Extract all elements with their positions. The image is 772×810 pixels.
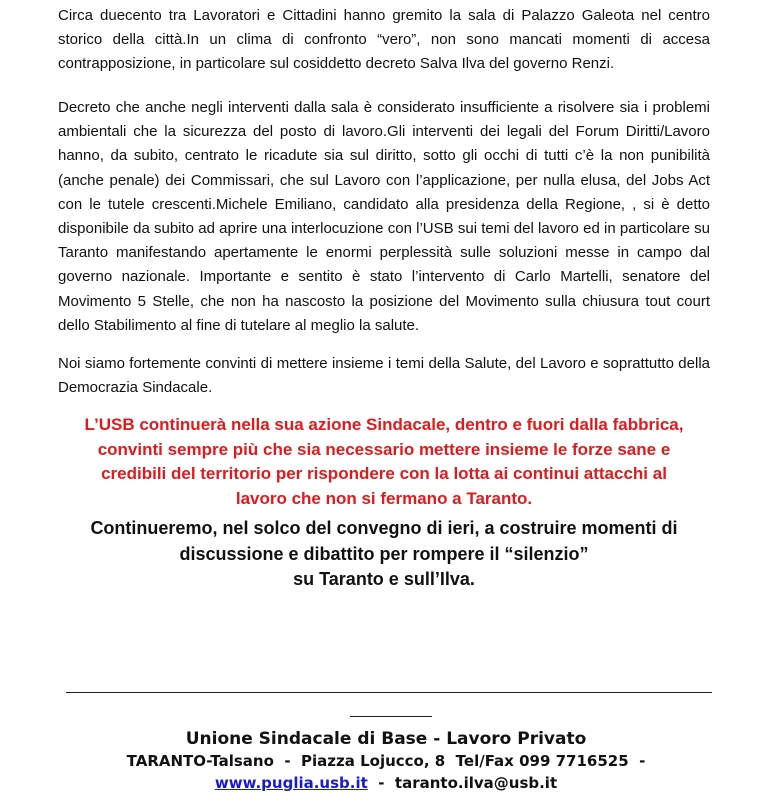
website-link[interactable]: www.puglia.usb.it (214, 774, 368, 792)
footer-divider-short (350, 716, 432, 717)
closing-line: discussione e dibattito per rompere il “silenzio” (179, 543, 589, 564)
highlight-statement (58, 413, 710, 511)
footer-contact (0, 772, 772, 794)
paragraph-conviction: Noi siamo fortemente convinti di mettere insieme i temi della Salute, del Lavoro e soprattutto della Democrazia Sindacale. (58, 355, 710, 397)
footer-organization: Unione Sindacale di Base - Lavoro Privato (185, 729, 587, 749)
closing-statement (58, 516, 710, 593)
highlight-line: lavoro che non si fermano a Taranto. (235, 488, 533, 508)
paragraph-decree: Decreto che anche negli interventi dalla sala è considerato insufficiente a risolvere sia i problemi ambientali che la sicurezza del posto di lavoro.Gli interventi dei legali del Forum Diritti/Lavoro hanno, da subito, centrato le ricadute sia sul diritto, sotto gli occhi di tutti c’è la non punibilità (anche penale) dei Commissari, che sul Lavoro con l’applicazione, per nulla elusa, del Jobs Act con le tutele crescenti.Michele Emiliano, candidato alla presidenza della Regione, , si è detto disponibile da subito ad aprire una interlocuzione con l’USB sui temi del lavoro ed in particolare su Taranto manifestando apertamente le enormi perplessità sulle soluzioni messe in campo dal governo nazionale. Importante e sentito è stato l’intervento di Carlo Martelli, senatore del Movimento 5 Stelle, che non ha nascosto la posizione del Movimento sulla chiusura tout court dello Stabilimento al fine di tutelare al meglio la salute. (58, 99, 710, 334)
closing-line: Continueremo, nel solco del convegno di ieri, a costruire momenti di (90, 518, 678, 538)
footer-separator: - (367, 774, 395, 792)
footer (0, 728, 772, 794)
highlight-line: convinti sempre più che sia necessario mettere insieme le forze sane e (97, 439, 671, 459)
footer-email: taranto.ilva@usb.it (394, 774, 558, 792)
paragraph-intro: Circa duecento tra Lavoratori e Cittadini hanno gremito la sala di Palazzo Galeota nel centro storico della città.In un clima di confronto “vero”, non sono mancati momenti di accesa contrapposizione, in particolare sul cosiddetto decreto Salva Ilva del governo Renzi. (58, 7, 710, 73)
highlight-line: credibili del territorio per rispondere con la lotta ai continui attacchi al (101, 464, 667, 484)
highlight-line: L’USB continuerà nella sua azione Sindacale, dentro e fuori dalla fabbrica, (84, 415, 684, 434)
footer-divider (66, 692, 712, 693)
closing-line: su Taranto e sull’Ilva. (293, 569, 475, 589)
footer-address: TARANTO-Talsano - Piazza Lojucco, 8 Tel/Fax 099 7716525 - (126, 752, 646, 770)
